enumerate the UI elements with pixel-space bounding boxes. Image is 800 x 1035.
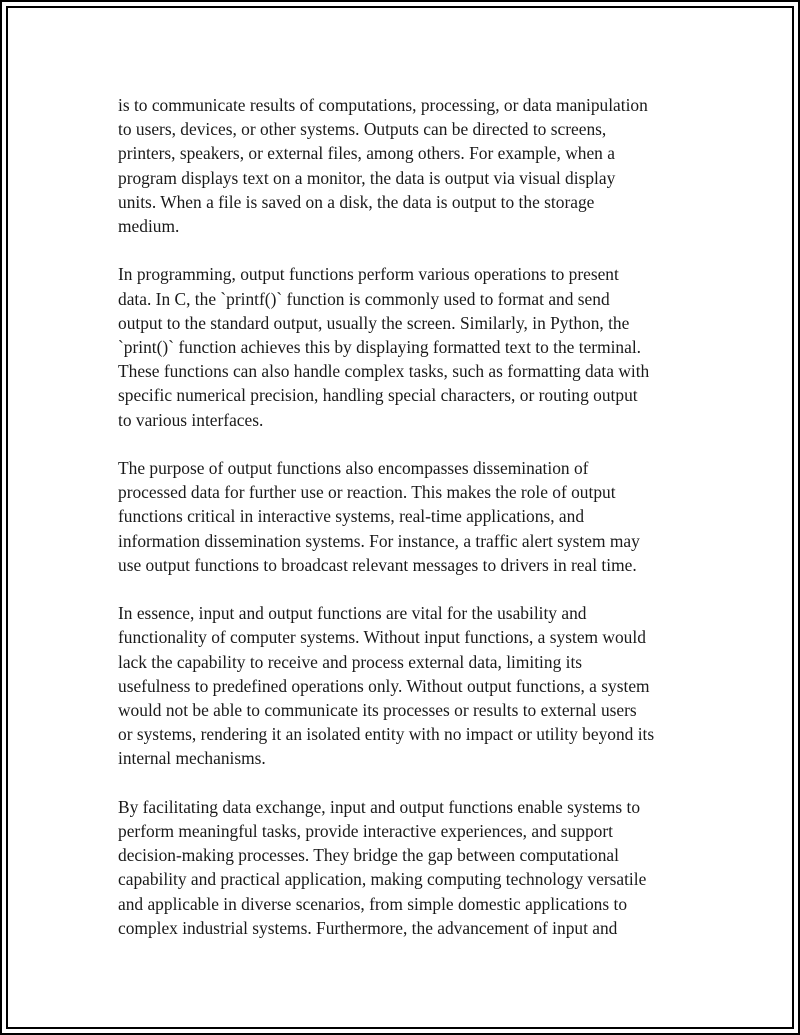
- text-line: functions critical in interactive systems, real-time applications, and: [118, 506, 585, 527]
- paragraph: [118, 93, 698, 238]
- text-line: By facilitating data exchange, input and output functions enable systems to: [118, 796, 641, 817]
- text-line: medium.: [118, 216, 180, 237]
- text-line: These functions can also handle complex tasks, such as formatting data with: [118, 361, 650, 382]
- text-line: printers, speakers, or external files, among others. For example, when a: [118, 143, 615, 164]
- text-line: to users, devices, or other systems. Outputs can be directed to screens,: [118, 119, 607, 140]
- document-body: [118, 93, 698, 940]
- text-line: program displays text on a monitor, the data is output via visual display: [118, 167, 616, 188]
- text-line: data. In C, the `printf()` function is commonly used to format and send: [118, 288, 610, 309]
- text-line: usefulness to predefined operations only. Without output functions, a system: [118, 675, 650, 696]
- text-line: perform meaningful tasks, provide interactive experiences, and support: [118, 821, 613, 842]
- text-line: internal mechanisms.: [118, 748, 266, 769]
- text-line: would not be able to communicate its processes or results to external users: [118, 700, 637, 721]
- text-line: specific numerical precision, handling special characters, or routing output: [118, 385, 638, 406]
- text-line: functionality of computer systems. Without input functions, a system would: [118, 627, 646, 648]
- text-line: In essence, input and output functions are vital for the usability and: [118, 603, 587, 624]
- text-line: decision-making processes. They bridge the gap between computational: [118, 845, 619, 866]
- paragraph: [118, 262, 698, 431]
- text-line: complex industrial systems. Furthermore, the advancement of input and: [118, 917, 618, 938]
- text-line: or systems, rendering it an isolated entity with no impact or utility beyond its: [118, 724, 655, 745]
- text-line: In programming, output functions perform various operations to present: [118, 264, 619, 285]
- text-line: processed data for further use or reaction. This makes the role of output: [118, 482, 616, 503]
- text-line: lack the capability to receive and process external data, limiting its: [118, 651, 583, 672]
- paragraph: [118, 456, 698, 577]
- text-line: units. When a file is saved on a disk, the data is output to the storage: [118, 191, 595, 212]
- paragraph: [118, 601, 698, 770]
- text-line: information dissemination systems. For instance, a traffic alert system may: [118, 530, 640, 551]
- text-line: and applicable in diverse scenarios, from simple domestic applications to: [118, 893, 628, 914]
- text-line: use output functions to broadcast relevant messages to drivers in real time.: [118, 554, 637, 575]
- text-line: capability and practical application, making computing technology versatile: [118, 869, 647, 890]
- paragraph: [118, 795, 698, 940]
- text-line: is to communicate results of computations, processing, or data manipulation: [118, 95, 648, 115]
- text-line: The purpose of output functions also encompasses dissemination of: [118, 458, 589, 479]
- text-line: to various interfaces.: [118, 409, 264, 430]
- text-line: `print()` function achieves this by displaying formatted text to the terminal.: [118, 337, 642, 358]
- text-line: output to the standard output, usually the screen. Similarly, in Python, the: [118, 312, 630, 333]
